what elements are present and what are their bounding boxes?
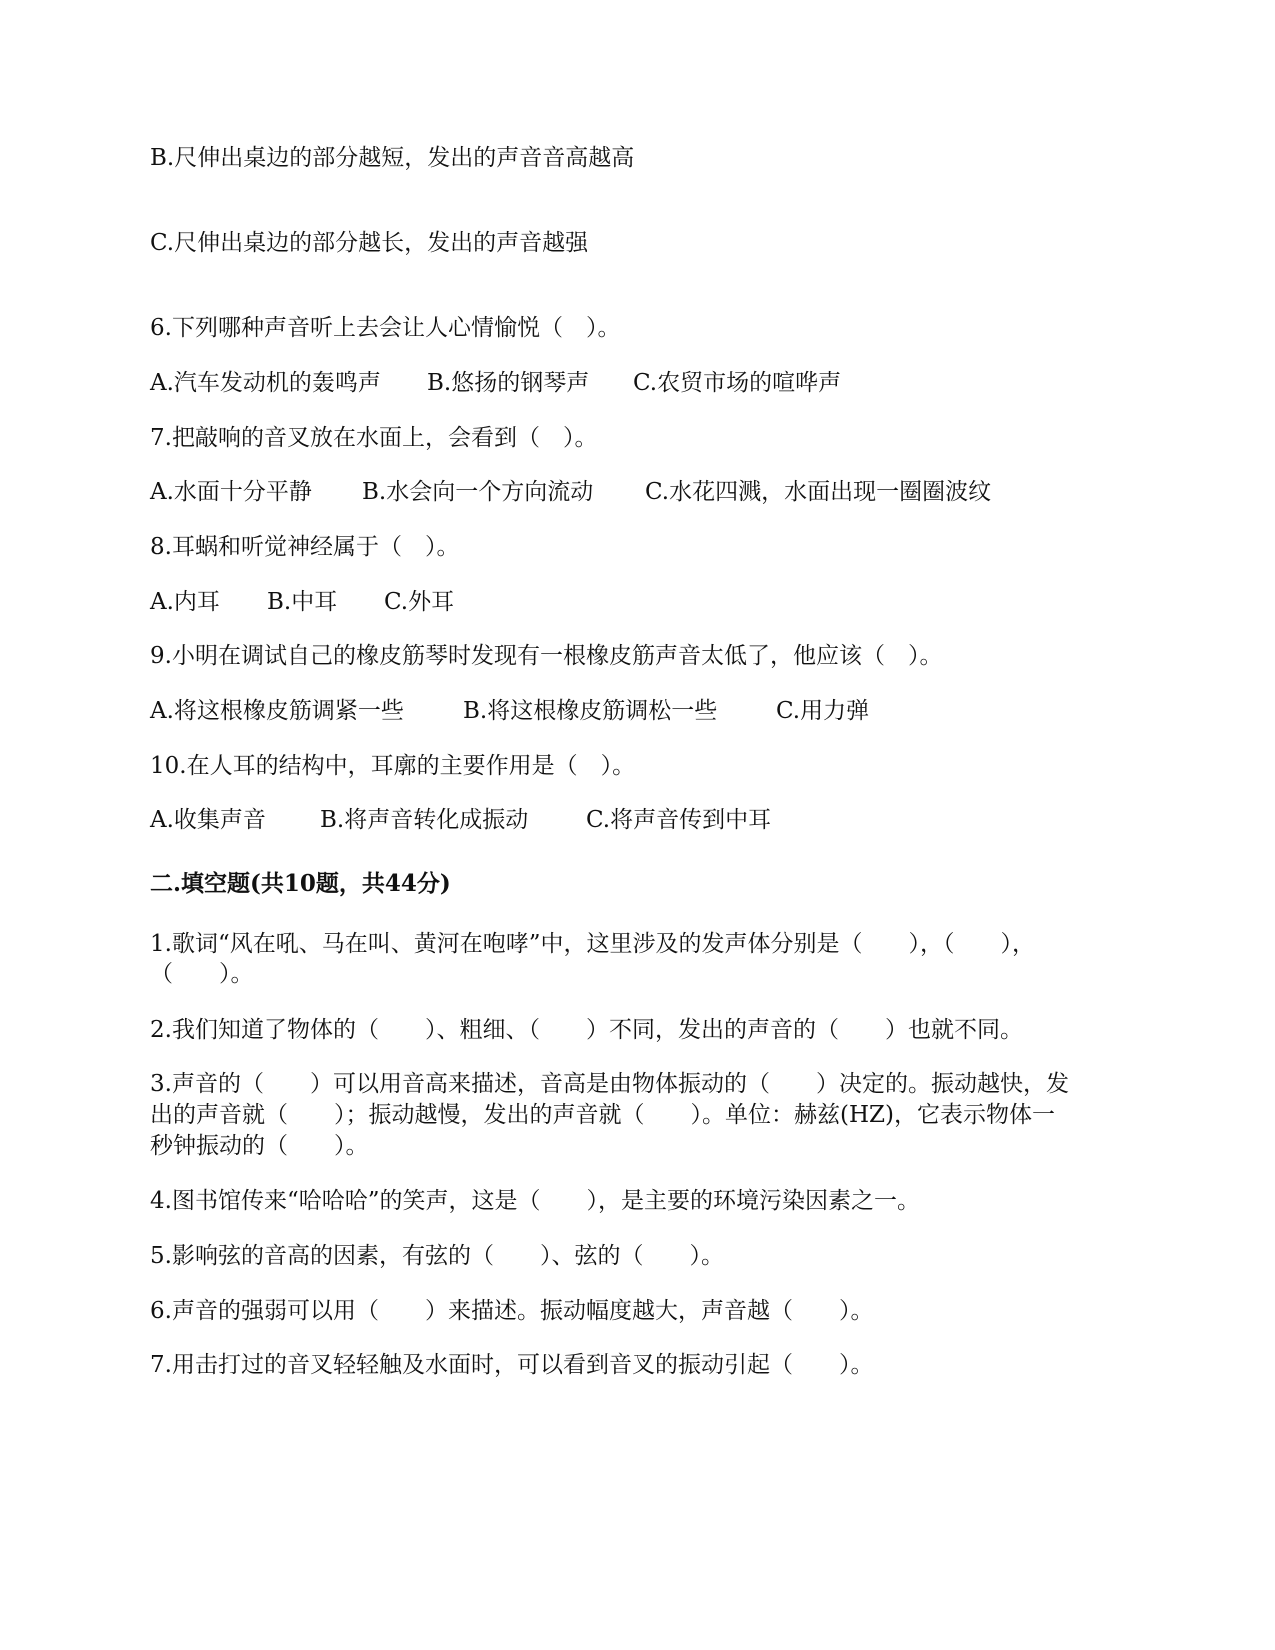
section-heading: 二.填空题(共10题，共44分) xyxy=(150,870,451,897)
q6-options xyxy=(150,367,1130,399)
q6-option-a: A.汽车发动机的轰鸣声 xyxy=(150,370,381,396)
fill-4: 4.图书馆传来“哈哈哈”的笑声，这是（ ），是主要的环境污染因素之一。 xyxy=(150,1188,920,1214)
q9-option-c: C.用力弹 xyxy=(776,698,870,724)
q10-question: 10.在人耳的结构中，耳廓的主要作用是（ ）。 xyxy=(150,753,636,779)
q8-option-a: A.内耳 xyxy=(150,589,220,615)
q10-option-c: C.将声音传到中耳 xyxy=(586,807,772,833)
fill-1-line-2: （ ）。 xyxy=(150,961,254,987)
fill-5: 5.影响弦的音高的因素，有弦的（ ）、弦的（ ）。 xyxy=(150,1243,724,1269)
q10-option-b: B.将声音转化成振动 xyxy=(320,807,529,833)
fill-1-line-1: 1.歌词“风在吼、马在叫、黄河在咆哮”中，这里涉及的发声体分别是（ ），（ ）， xyxy=(150,931,1035,957)
fill-7: 7.用击打过的音叉轻轻触及水面时，可以看到音叉的振动引起（ ）。 xyxy=(150,1352,874,1378)
q6-option-c: C.农贸市场的喧哗声 xyxy=(633,370,842,396)
q8-options xyxy=(150,586,1130,618)
q8-option-b: B.中耳 xyxy=(267,589,338,615)
q5-option-c: C.尺伸出桌边的部分越长，发出的声音越强 xyxy=(150,230,589,256)
q7-option-c: C.水花四溅，水面出现一圈圈波纹 xyxy=(645,479,992,505)
q6-question: 6.下列哪种声音听上去会让人心情愉悦（ ）。 xyxy=(150,315,621,341)
q7-question: 7.把敲响的音叉放在水面上，会看到（ ）。 xyxy=(150,425,598,451)
q7-option-b: B.水会向一个方向流动 xyxy=(362,479,594,505)
fill-2: 2.我们知道了物体的（ ）、粗细、（ ）不同，发出的声音的（ ）也就不同。 xyxy=(150,1017,1023,1043)
q8-option-c: C.外耳 xyxy=(384,589,455,615)
q9-options xyxy=(150,695,1130,727)
q8-question: 8.耳蜗和听觉神经属于（ ）。 xyxy=(150,534,460,560)
q10-option-a: A.收集声音 xyxy=(150,807,266,833)
q7-options xyxy=(150,476,1130,508)
fill-3-line-2: 出的声音就（ ）；振动越慢，发出的声音就（ ）。单位：赫兹(HZ)，它表示物体一 xyxy=(150,1102,1055,1128)
q5-option-b: B.尺伸出桌边的部分越短，发出的声音音高越高 xyxy=(150,145,635,171)
q9-option-b: B.将这根橡皮筋调松一些 xyxy=(463,698,718,724)
fill-3-line-1: 3.声音的（ ）可以用音高来描述，音高是由物体振动的（ ）决定的。振动越快，发 xyxy=(150,1071,1069,1097)
fill-6: 6.声音的强弱可以用（ ）来描述。振动幅度越大，声音越（ ）。 xyxy=(150,1298,874,1324)
q9-question: 9.小明在调试自己的橡皮筋琴时发现有一根橡皮筋声音太低了，他应该（ ）。 xyxy=(150,643,943,669)
q10-options xyxy=(150,804,1130,836)
q9-option-a: A.将这根橡皮筋调紧一些 xyxy=(150,698,404,724)
q6-option-b: B.悠扬的钢琴声 xyxy=(427,370,590,396)
q7-option-a: A.水面十分平静 xyxy=(150,479,312,505)
fill-3-line-3: 秒钟振动的（ ）。 xyxy=(150,1133,369,1159)
